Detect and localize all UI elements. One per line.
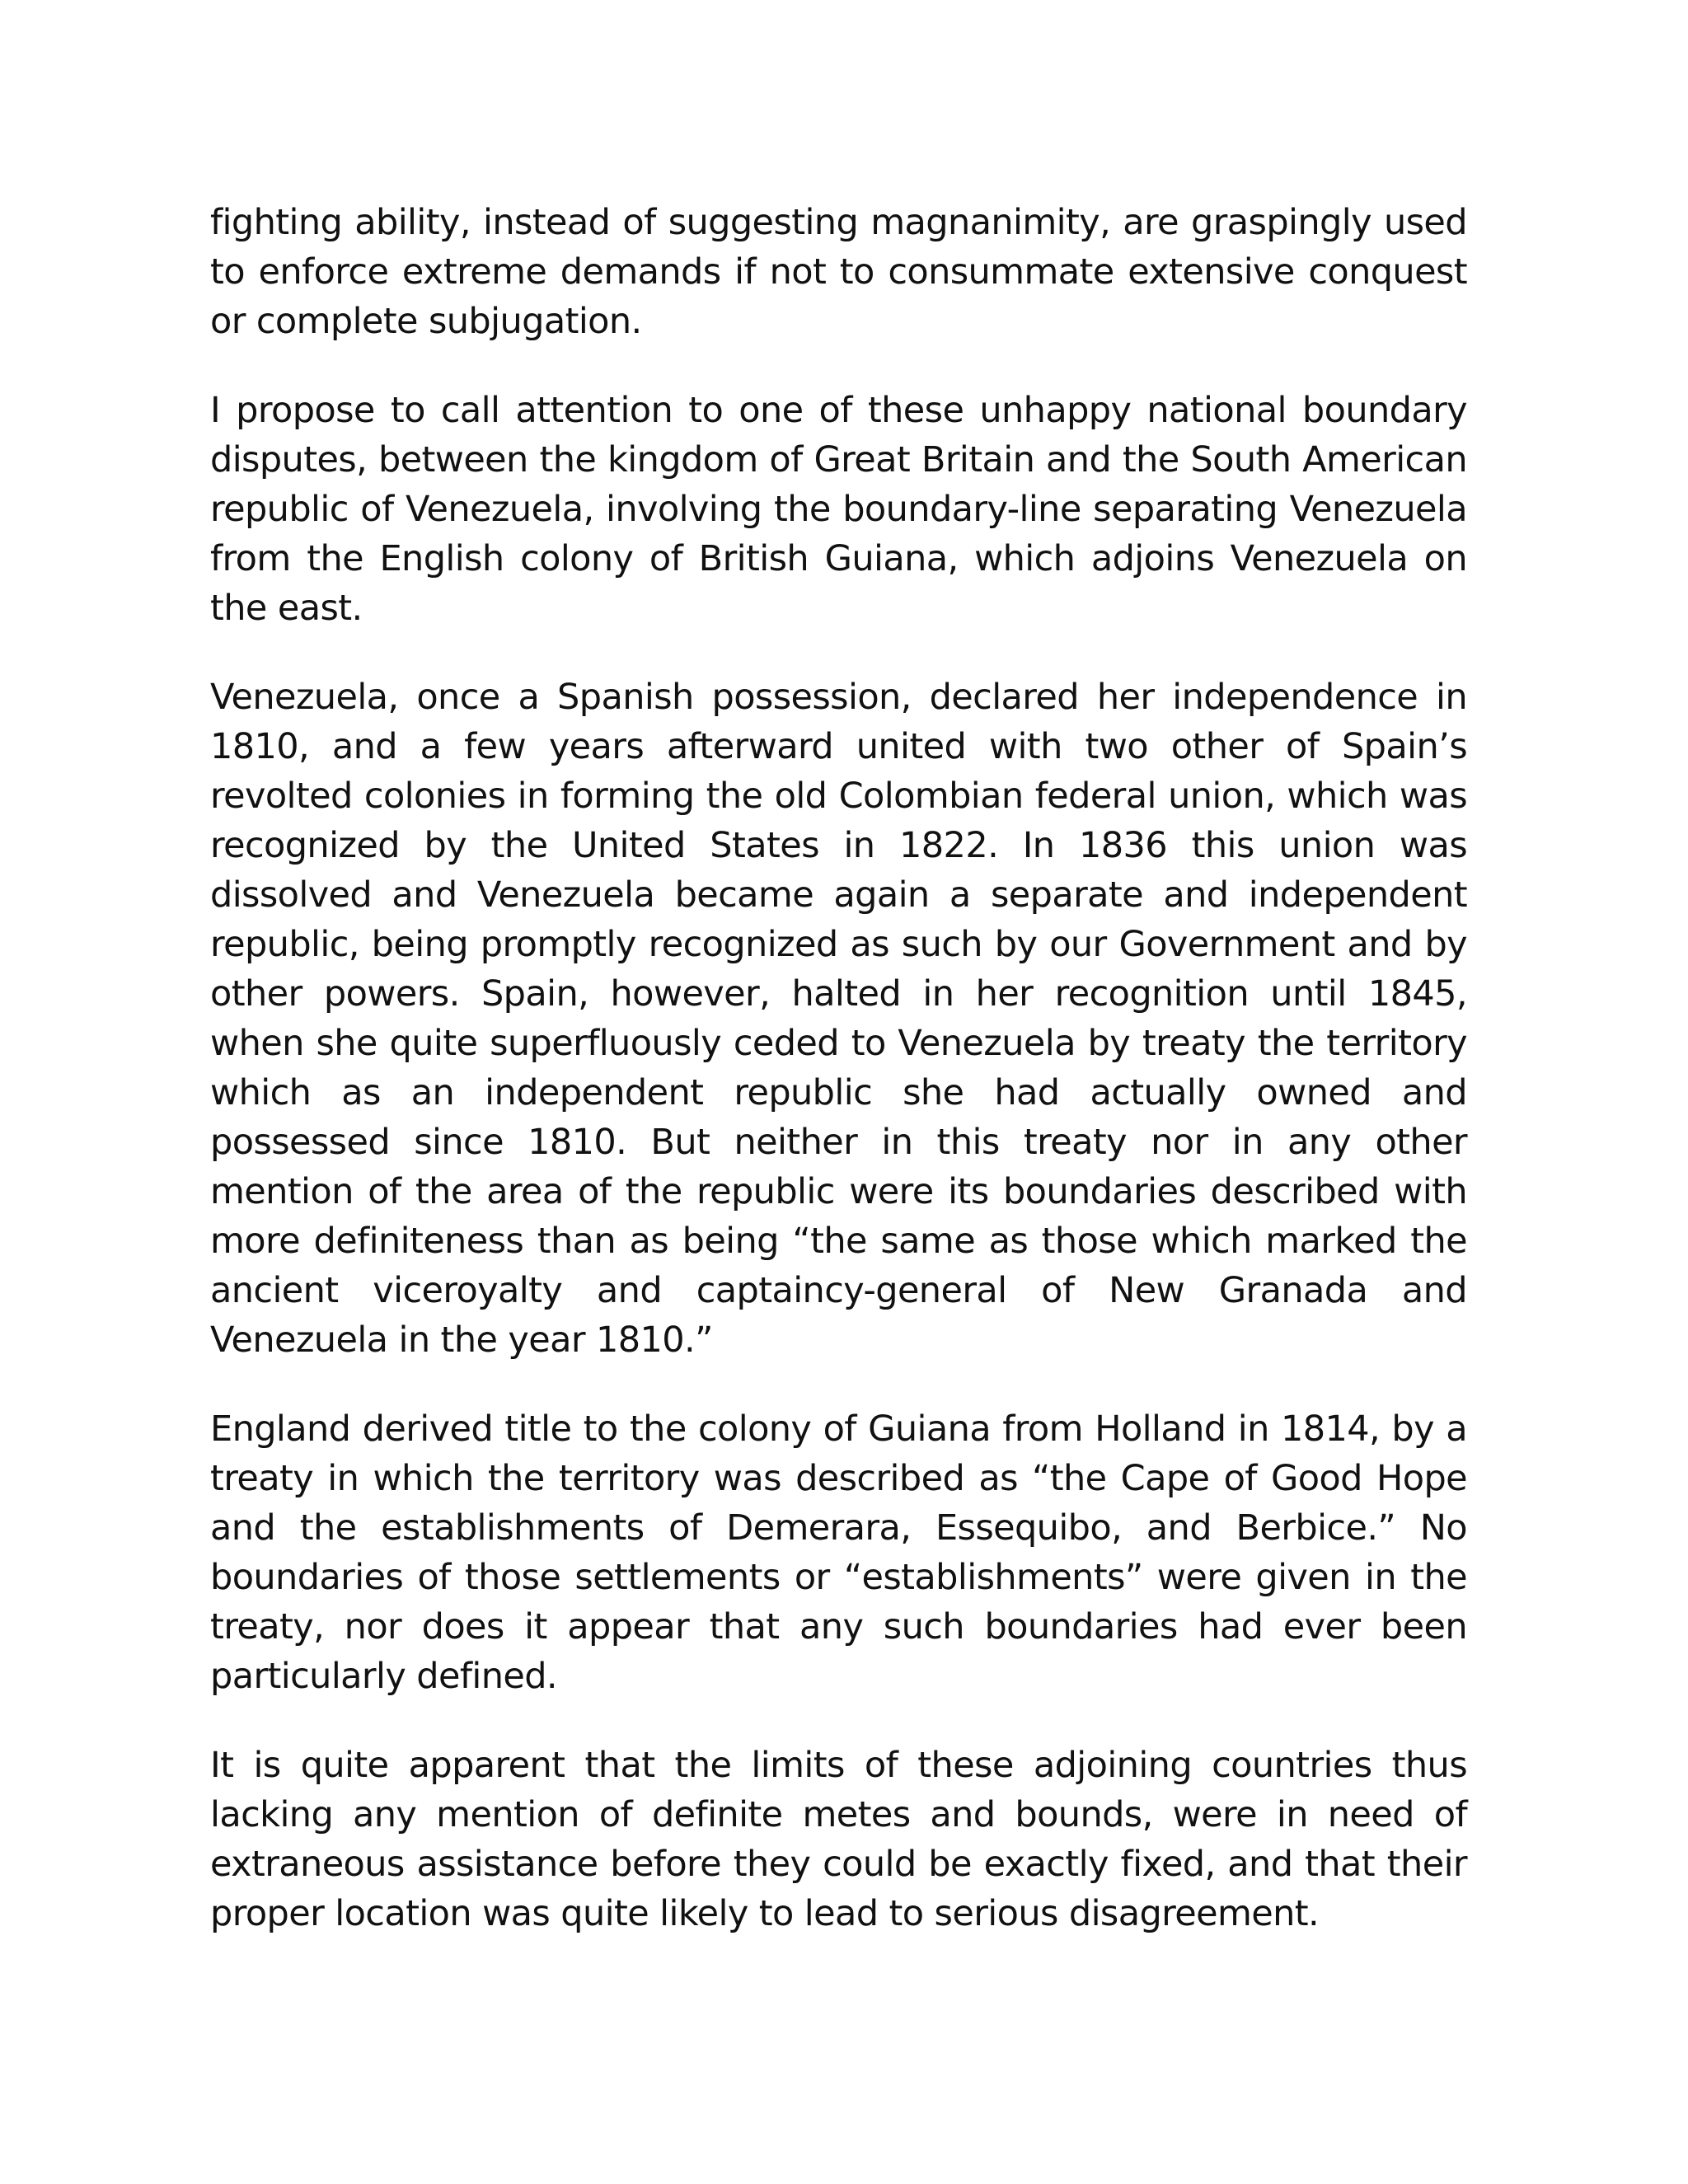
paragraph: I propose to call attention to one of these unhappy national boundary disputes, between the kingdom of Great Britain and the South American republic of Venezuela, involving the boundary-line separating Venezuela from the English colony of British Guiana, which adjoins Venezuela on the east. xyxy=(210,390,1467,629)
paragraph: Venezuela, once a Spanish possession, declared her independence in 1810, and a few years afterward united with two other of Spain’s revolted colonies in forming the old Colombian federal union, which was recognized by the United States in 1822. In 1836 this union was dissolved and Venezuela became again a separate and independent republic, being promptly recognized as such by our Government and by other powers. Spain, however, halted in her recognition until 1845, when she quite superfluously ceded to Venezuela by treaty the territory which as an independent republic she had actually owned and possessed since 1810. But neither in this treaty nor in any other mention of the area of the republic were its boundaries described with more definiteness than as being “the same as those which marked the ancient viceroyalty and captaincy-general of New Granada and Venezuela in the year 1810.” xyxy=(210,677,1467,1361)
paragraph: fighting ability, instead of suggesting magnanimity, are graspingly used to enforce extreme demands if not to consummate extensive conquest or complete subjugation. xyxy=(210,202,1467,342)
paragraph: It is quite apparent that the limits of these adjoining countries thus lacking any mention of definite metes and bounds, were in need of extraneous assistance before they could be exactly fixed, and that their proper location was quite likely to lead to serious disagreement. xyxy=(210,1745,1467,1934)
document-page xyxy=(210,198,1467,1938)
paragraph: England derived title to the colony of Guiana from Holland in 1814, by a treaty in which the territory was described as “the Cape of Good Hope and the establishments of Demerara, Essequibo, and Berbice.” No boundaries of those settlements or “establishments” were given in the treaty, nor does it appear that any such boundaries had ever been particularly defined. xyxy=(210,1408,1467,1697)
